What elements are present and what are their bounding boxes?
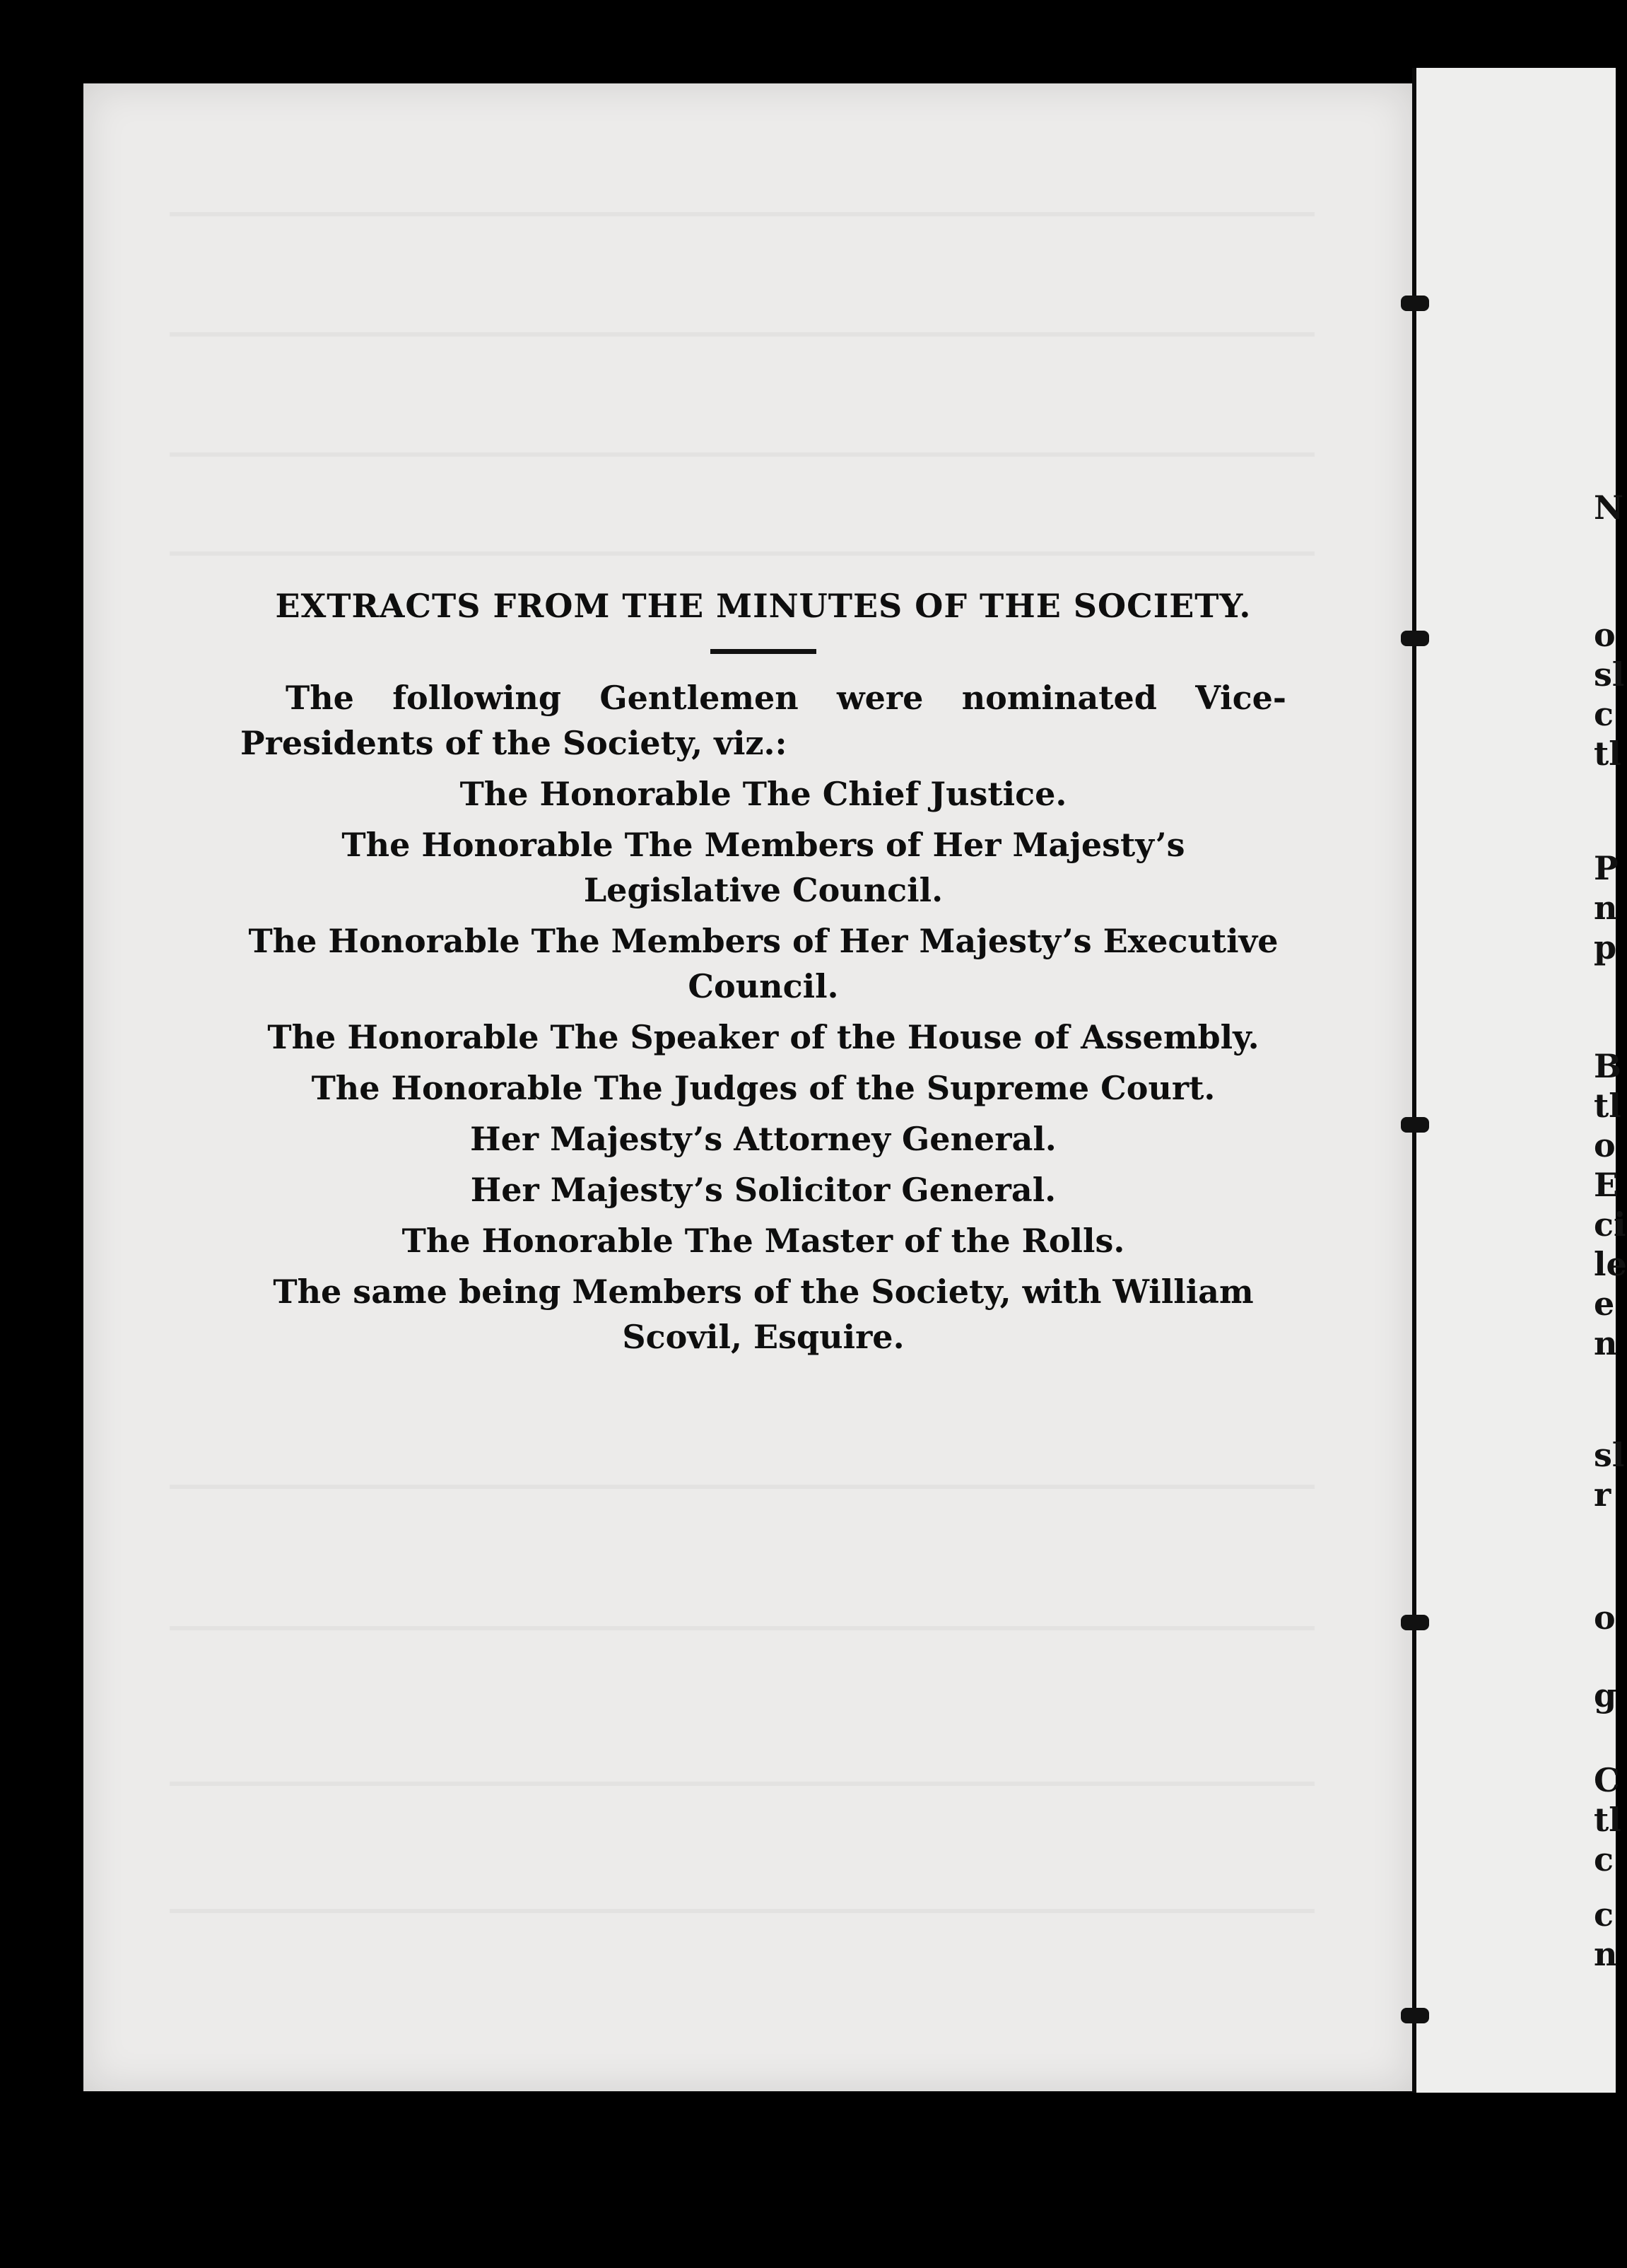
vice-president-entry: The Honorable The Master of the Rolls. [401, 1222, 1125, 1260]
facing-fragment: o [1594, 1598, 1616, 1637]
show-through-line [170, 212, 1315, 216]
facing-fragment: tl [1594, 1801, 1621, 1839]
facing-fragment: sl [1594, 1436, 1625, 1474]
facing-fragment: P [1594, 849, 1619, 887]
vice-president-entry: Her Majesty’s Solicitor General. [470, 1171, 1057, 1209]
facing-fragment: c [1594, 1895, 1614, 1934]
facing-fragment: p [1594, 928, 1617, 966]
vice-president-entry: The Honorable The Members of Her Majesty’s Executive Council. [248, 922, 1279, 1005]
facing-fragment: o [1594, 1126, 1616, 1164]
facing-fragment: e [1594, 1285, 1615, 1323]
facing-fragment: n [1594, 1324, 1618, 1362]
facing-fragment: sl [1594, 655, 1625, 694]
facing-fragment: c [1594, 1840, 1614, 1878]
vice-president-entry: The Honorable The Judges of the Supreme Court. [311, 1069, 1216, 1107]
page-content [240, 587, 1286, 1365]
facing-fragment: tl [1594, 1087, 1621, 1125]
binding-stitch [1401, 1117, 1429, 1133]
binding-stitch [1401, 631, 1429, 646]
facing-fragment: tl [1594, 735, 1621, 773]
facing-fragment: N [1594, 489, 1624, 527]
facing-fragment: le [1594, 1245, 1627, 1283]
facing-fragment: ci [1594, 1205, 1626, 1244]
show-through-line [170, 1626, 1315, 1630]
facing-fragment: n [1594, 1935, 1618, 1973]
binding-stitch [1401, 1615, 1429, 1630]
show-through-line [170, 332, 1315, 337]
book-spine [1412, 68, 1416, 2093]
vice-president-entry: The Honorable The Members of Her Majesty’s Legislative Council. [341, 826, 1185, 909]
binding-stitch [1401, 296, 1429, 311]
show-through-line [170, 1782, 1315, 1786]
facing-fragment: r [1594, 1475, 1611, 1514]
facing-fragment: c [1594, 695, 1614, 733]
closing-entry: The same being Members of the Society, with William Scovil, Esquire. [273, 1273, 1254, 1356]
show-through-line [170, 551, 1315, 556]
facing-fragment: n [1594, 889, 1618, 927]
facing-fragment: o [1594, 616, 1616, 654]
show-through-line [170, 452, 1315, 457]
show-through-line [170, 1909, 1315, 1913]
show-through-line [170, 1485, 1315, 1489]
facing-fragment: E [1594, 1166, 1619, 1204]
vice-president-entry: Her Majesty’s Attorney General. [470, 1120, 1057, 1158]
right-page-edge [1416, 68, 1616, 2093]
heading-rule [710, 649, 816, 654]
vice-president-entry: The Honorable The Chief Justice. [459, 775, 1067, 813]
facing-fragment: C [1594, 1761, 1620, 1799]
intro-paragraph: The following Gentlemen were nominated Vice-Presidents of the Society, viz.: [240, 679, 1286, 762]
binding-stitch [1401, 2008, 1429, 2023]
vice-president-entry: The Honorable The Speaker of the House of Assembly. [267, 1018, 1259, 1056]
facing-fragment: g [1594, 1676, 1617, 1714]
page-heading: EXTRACTS FROM THE MINUTES OF THE SOCIETY. [275, 587, 1252, 625]
facing-fragment: B [1594, 1047, 1621, 1085]
